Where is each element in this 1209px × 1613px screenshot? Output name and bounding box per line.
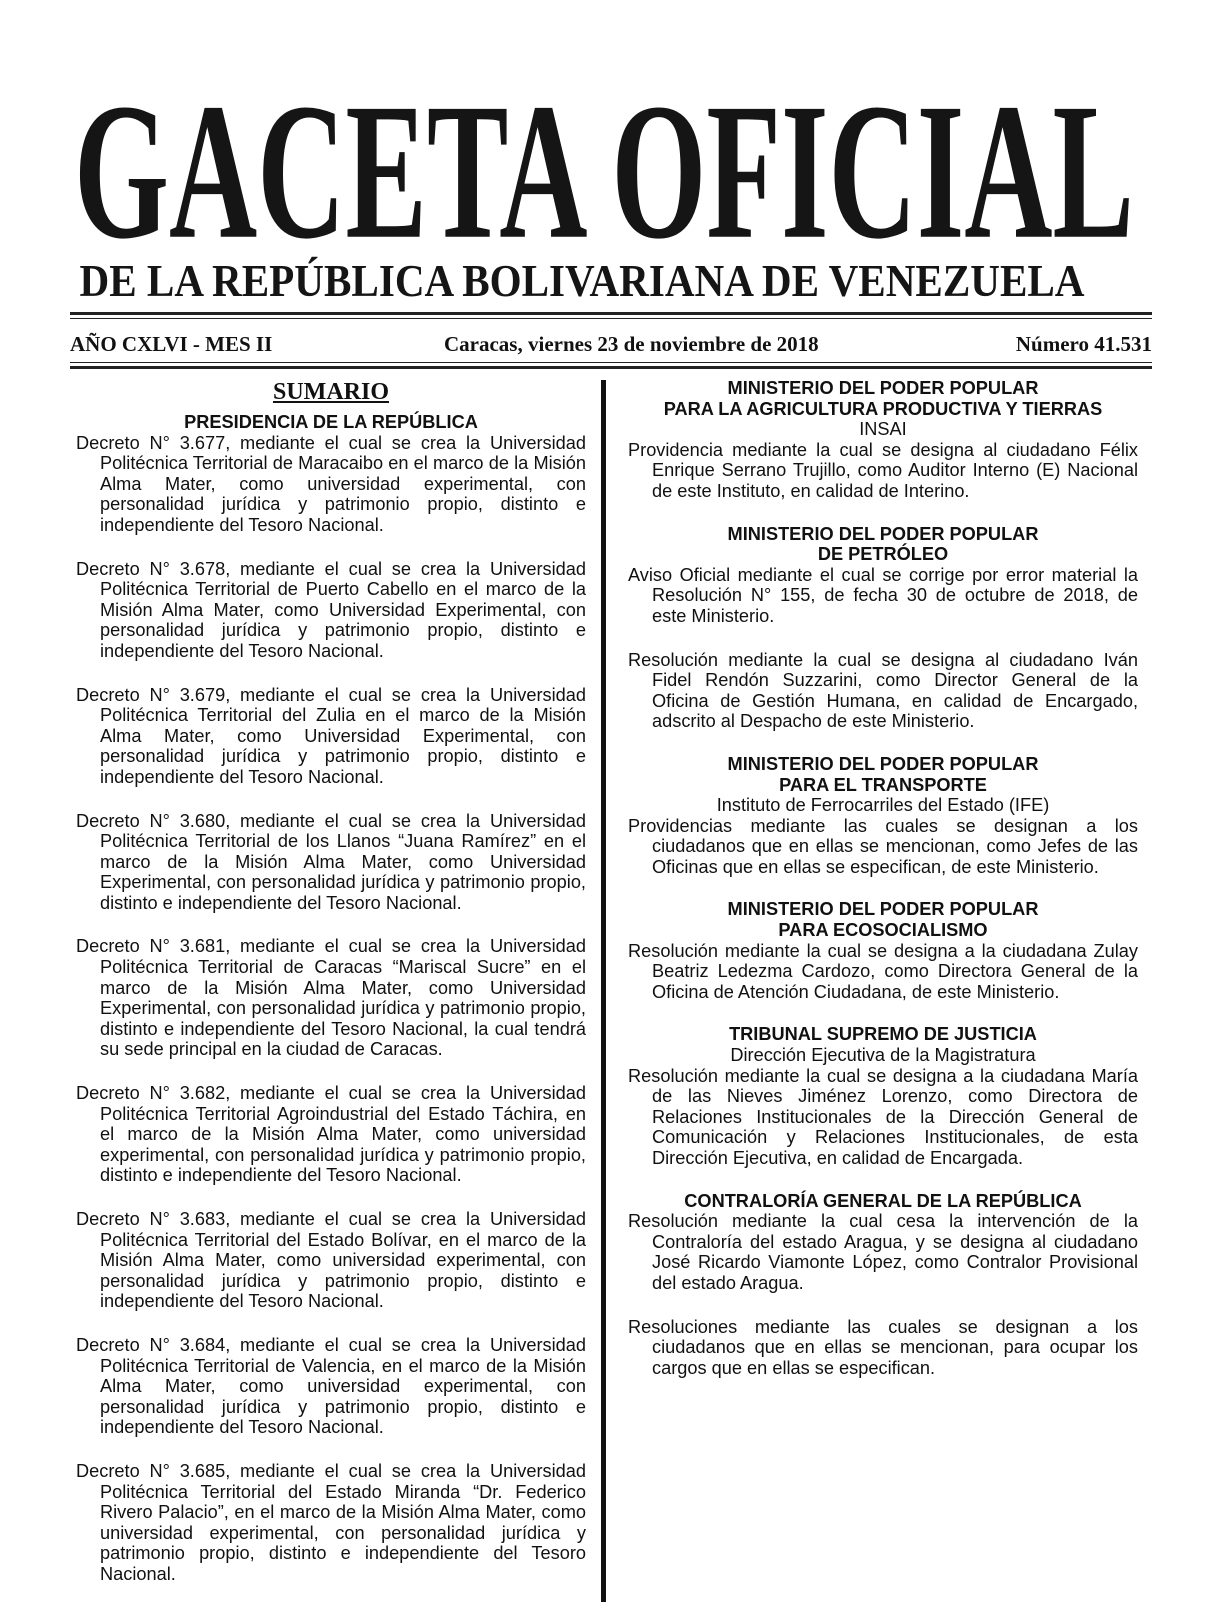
section-heading: MINISTERIO DEL PODER POPULAR (727, 899, 1039, 920)
summary-entry: Providencia mediante la cual se designa al ciudadano Félix Enrique Serrano Trujillo, como Auditor Interno (E) Nacional de este Instituto, en calidad de Interino. (628, 439, 1138, 501)
summary-entry: Decreto N° 3.684, mediante el cual se crea la Universidad Politécnica Territorial de Valencia, en el marco de la Misión Alma Mater, como universidad experimental, con personalidad jurídica y patrimonio propio, distinto e independiente del Tesoro Nacional. (76, 1334, 586, 1438)
section-heading: DE PETRÓLEO (817, 544, 949, 565)
summary-entry: Decreto N° 3.677, mediante el cual se crea la Universidad Politécnica Territorial de Maracaibo en el marco de la Misión Alma Mater, como universidad experimental, con personalidad jurídica y patrimonio propio, distinto e independiente del Tesoro Nacional. (76, 432, 586, 535)
issue-bar (70, 330, 1152, 358)
section-heading: CONTRALORÍA GENERAL DE LA REPÚBLICA (684, 1190, 1082, 1211)
section-transporte (628, 754, 1138, 878)
section-heading-presidencia: PRESIDENCIA DE LA REPÚBLICA (184, 412, 478, 432)
section-petroleo (628, 524, 1138, 732)
section-heading: TRIBUNAL SUPREMO DE JUSTICIA (729, 1024, 1037, 1045)
summary-entry: Decreto N° 3.679, mediante el cual se crea la Universidad Politécnica Territorial del Zulia en el marco de la Misión Alma Mater, como Universidad Experimental, con personalidad jurídica y patrimonio propio, distinto e independiente del Tesoro Nacional. (76, 684, 586, 787)
summary-entry: Decreto N° 3.678, mediante el cual se crea la Universidad Politécnica Territorial de Puerto Cabello en el marco de la Misión Alma Mater, como Universidad Experimental, con personalidad jurídica y patrimonio propio, distinto e independiente del Tesoro Nacional. (76, 558, 586, 661)
masthead-subtitle-text: DE LA REPÚBLICA BOLIVARIANA DE VENEZUELA (79, 255, 1085, 306)
issue-year-month: AÑO CXLVI - MES II (70, 332, 273, 356)
section-tsj (628, 1024, 1138, 1168)
sumario-heading: SUMARIO (272, 379, 389, 405)
summary-entry: Resolución mediante la cual se designa a la ciudadana Zulay Beatriz Ledezma Cardozo, como Directora General de la Oficina de Atención Ciudadana, de este Ministerio. (628, 940, 1138, 1002)
summary-entry: Resolución mediante la cual cesa la intervención de la Contraloría del estado Aragua, y se designa al ciudadano José Ricardo Viamonte López, como Contralor Provisional del estado Aragua. (628, 1211, 1138, 1293)
summary-entry: Resoluciones mediante las cuales se designan a los ciudadanos que en ellas se mencionan, para ocupar los cargos que en ellas se especifican. (628, 1316, 1138, 1378)
section-heading: PARA LA AGRICULTURA PRODUCTIVA Y TIERRAS (663, 398, 1103, 419)
section-subheading: INSAI (859, 419, 907, 440)
summary-entry: Decreto N° 3.683, mediante el cual se crea la Universidad Politécnica Territorial del Estado Bolívar, en el marco de la Misión Alma Mater, como universidad experimental, con personalidad jurídica y patrimonio propio, distinto e independiente del Tesoro Nacional. (76, 1209, 586, 1312)
section-heading: MINISTERIO DEL PODER POPULAR (727, 378, 1039, 398)
section-heading: MINISTERIO DEL PODER POPULAR (727, 753, 1039, 774)
masthead-title-text: GACETA OFICIAL (74, 62, 1135, 277)
section-heading: PARA EL TRANSPORTE (779, 774, 987, 795)
summary-entry: Resolución mediante la cual se designa a la ciudadana María de las Nieves Jiménez Lorenzo, como Directora de Relaciones Institucionales de la Dirección General de Comunicación y Relaciones Institucionales, de esta Dirección Ejecutiva, en calidad de Encargada. (628, 1065, 1138, 1168)
issue-number: Número 41.531 (1015, 332, 1152, 356)
masthead-title (0, 62, 1209, 277)
header-rule-top-thick (70, 312, 1152, 315)
header-rule-top-thin (70, 318, 1152, 319)
section-heading: PARA ECOSOCIALISMO (778, 920, 988, 941)
summary-entry: Providencias mediante las cuales se designan a los ciudadanos que en ellas se mencionan, como Jefes de las Oficinas que en ellas se especifican, de este Ministerio. (628, 815, 1138, 877)
masthead-subtitle (0, 250, 1209, 310)
header-rule-bottom-thick (70, 366, 1152, 369)
summary-entry: Decreto N° 3.682, mediante el cual se crea la Universidad Politécnica Territorial Agroindustrial del Estado Táchira, en el marco de la Misión Alma Mater, como universidad experimental, con personalidad jurídica y patrimonio propio, distinto e independiente del Tesoro Nacional. (76, 1083, 586, 1186)
right-column (628, 378, 1138, 1401)
section-ecosocialismo (628, 899, 1138, 1002)
section-subheading: Dirección Ejecutiva de la Magistratura (730, 1045, 1036, 1066)
section-subheading: Instituto de Ferrocarriles del Estado (IFE) (716, 795, 1050, 816)
issue-date: Caracas, viernes 23 de noviembre de 2018 (444, 332, 819, 356)
summary-entry: Aviso Oficial mediante el cual se corrige por error material la Resolución N° 155, de fecha 30 de octubre de 2018, de este Ministerio. (628, 564, 1138, 626)
left-column (76, 378, 586, 1608)
summary-entry: Decreto N° 3.680, mediante el cual se crea la Universidad Politécnica Territorial de los Llanos “Juana Ramírez” en el marco de la Misión Alma Mater, como Universidad Experimental, con personalidad jurídica y patrimonio propio, distinto e independiente del Tesoro Nacional. (76, 810, 586, 913)
section-contraloria (628, 1191, 1138, 1379)
summary-entry: Decreto N° 3.685, mediante el cual se crea la Universidad Politécnica Territorial del Estado Miranda “Dr. Federico Rivero Palacio”, en el marco de la Misión Alma Mater, como universidad experimental, con personalidad jurídica y patrimonio propio, distinto e independiente del Tesoro Nacional. (76, 1460, 586, 1584)
column-divider (601, 380, 606, 1602)
summary-entry: Resolución mediante la cual se designa al ciudadano Iván Fidel Rendón Suzzarini, como Director General de la Oficina de Gestión Humana, en calidad de Encargado, adscrito al Despacho de este Ministerio. (628, 649, 1138, 732)
section-agricultura (628, 378, 1138, 502)
summary-entry: Decreto N° 3.681, mediante el cual se crea la Universidad Politécnica Territorial de Caracas “Mariscal Sucre” en el marco de la Misión Alma Mater, como Universidad Experimental, con personalidad jurídica y patrimonio propio, distinto e independiente del Tesoro Nacional, la cual tendrá su sede principal en la ciudad de Caracas. (76, 936, 586, 1060)
section-heading: MINISTERIO DEL PODER POPULAR (727, 523, 1039, 544)
header-rule-bottom-thin (70, 362, 1152, 363)
